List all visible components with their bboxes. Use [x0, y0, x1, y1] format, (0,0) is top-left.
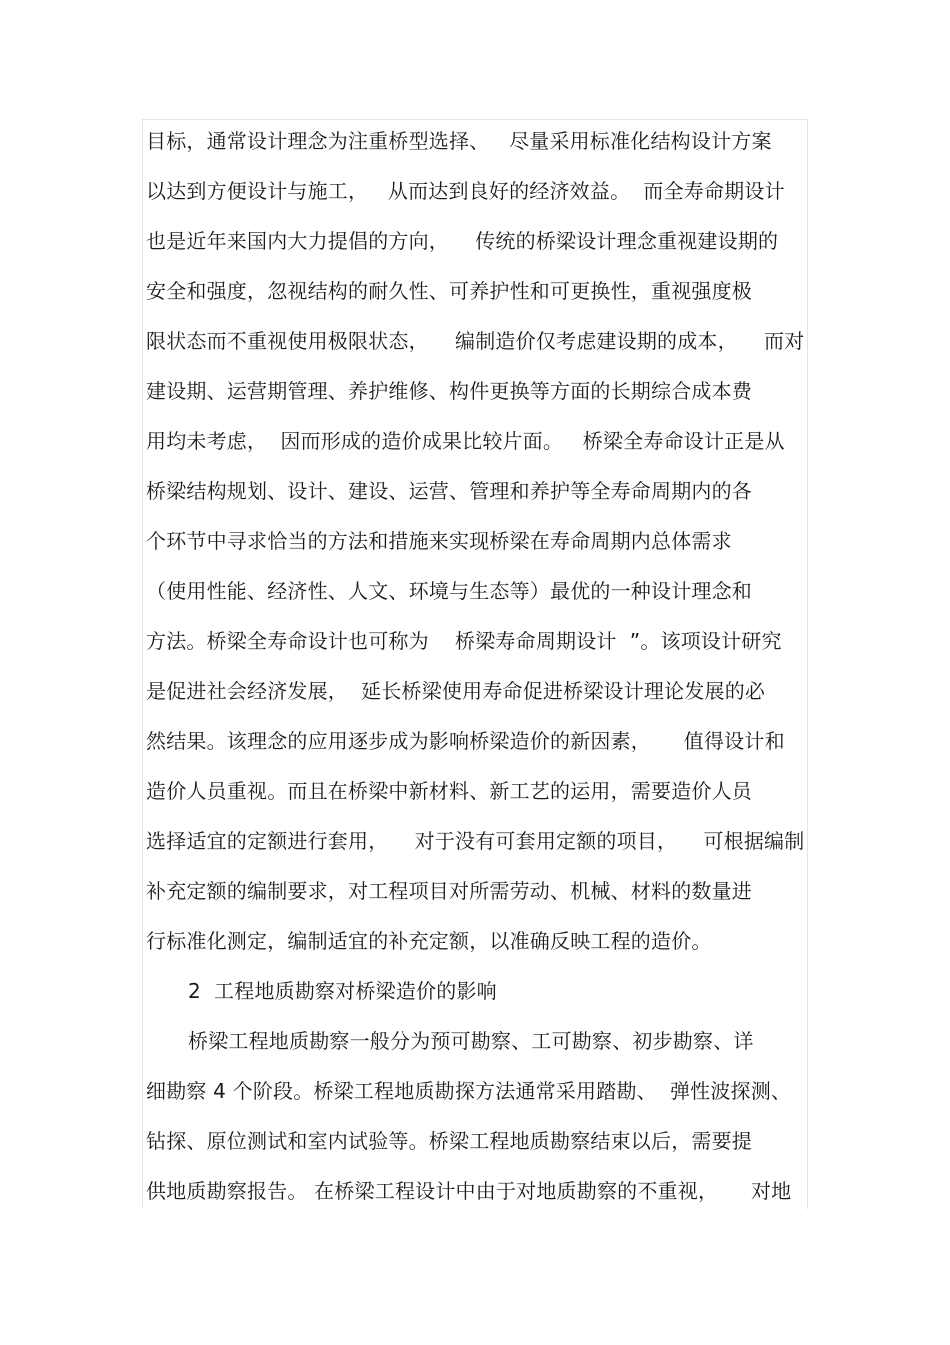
paragraph-line: 行标准化测定，编制适宜的补充定额，以准确反映工程的造价。	[146, 929, 712, 953]
paragraph-line: 钻探、原位测试和室内试验等。桥梁工程地质勘察结束以后，需要提	[146, 1129, 752, 1153]
paragraph-line: 限状态而不重视使用极限状态， 编制造价仅考虑建设期的成本， 而对	[146, 329, 805, 353]
paragraph-line: 供地质勘察报告。 在桥梁工程设计中由于对地质勘察的不重视， 对地	[146, 1179, 792, 1203]
page-frame-top	[142, 119, 808, 120]
page-frame-left	[142, 119, 143, 1209]
paragraph-line: 桥梁工程地质勘察一般分为预可勘察、工可勘察、初步勘察、详	[188, 1029, 754, 1053]
paragraph-line: 补充定额的编制要求，对工程项目对所需劳动、机械、材料的数量进	[146, 879, 752, 903]
paragraph-line: 目标，通常设计理念为注重桥型选择、 尽量采用标准化结构设计方案	[146, 129, 772, 153]
paragraph-line: 造价人员重视。而且在桥梁中新材料、新工艺的运用，需要造价人员	[146, 779, 752, 803]
paragraph-line: 安全和强度，忽视结构的耐久性、可养护性和可更换性，重视强度极	[146, 279, 752, 303]
section-heading: 2 工程地质勘察对桥梁造价的影响	[188, 979, 497, 1003]
paragraph-line: 是促进社会经济发展， 延长桥梁使用寿命促进桥梁设计理论发展的必	[146, 679, 766, 703]
paragraph-line: 也是近年来国内大力提倡的方向， 传统的桥梁设计理念重视建设期的	[146, 229, 779, 253]
paragraph-line: 建设期、运营期管理、养护维修、构件更换等方面的长期综合成本费	[146, 379, 752, 403]
page-frame-right	[807, 119, 808, 1209]
paragraph-line: 个环节中寻求恰当的方法和措施来实现桥梁在寿命周期内总体需求	[146, 529, 732, 553]
paragraph-line: 选择适宜的定额进行套用， 对于没有可套用定额的项目， 可根据编制	[146, 829, 805, 853]
paragraph-line: 细勘察 4 个阶段。桥梁工程地质勘探方法通常采用踏勘、 弹性波探测、	[146, 1079, 792, 1103]
paragraph-line: 然结果。该理念的应用逐步成为影响桥梁造价的新因素， 值得设计和	[146, 729, 785, 753]
paragraph-line: 用均未考虑， 因而形成的造价成果比较片面。 桥梁全寿命设计正是从	[146, 429, 785, 453]
paragraph-line: 方法。桥梁全寿命设计也可称为 桥梁寿命周期设计 ”。该项设计研究	[146, 629, 782, 653]
paragraph-line: 以达到方便设计与施工， 从而达到良好的经济效益。 而全寿命期设计	[146, 179, 785, 203]
paragraph-line: （使用性能、经济性、人文、环境与生态等）最优的一种设计理念和	[146, 579, 752, 603]
paragraph-line: 桥梁结构规划、设计、建设、运营、管理和养护等全寿命周期内的各	[146, 479, 752, 503]
